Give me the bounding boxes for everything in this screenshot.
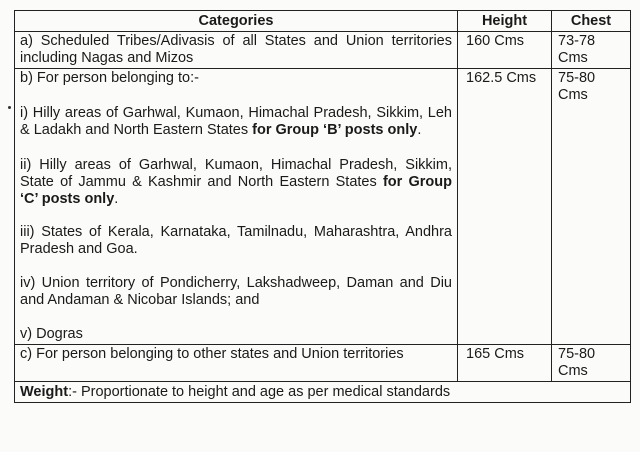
weight-note (15, 382, 631, 403)
row-a-chest: 73-78 Cms (552, 32, 631, 69)
header-height: Height (458, 11, 552, 32)
weight-row (15, 382, 631, 403)
row-b-chest: 75-80 Cms (552, 69, 631, 345)
weight-label: Weight (20, 384, 69, 400)
row-c-height: 165 Cms (458, 345, 552, 382)
row-b-item-iv: iv) Union territory of Pondicherry, Lakshadweep, Daman and Diu and Andaman & Nicobar Islands; and (20, 275, 452, 308)
row-b-height: 162.5 Cms (458, 69, 552, 345)
item-ii-end: . (114, 191, 119, 207)
header-categories: Categories (15, 11, 458, 32)
header-chest: Chest (552, 11, 631, 32)
row-c-chest: 75-80 Cms (552, 345, 631, 382)
row-b-item-ii (20, 157, 452, 208)
stray-mark (8, 106, 11, 109)
row-b-item-v: v) Dogras (20, 326, 83, 342)
table-row (15, 32, 631, 69)
row-c-category: c) For person belonging to other states and Union territories (15, 345, 458, 382)
item-i-text: i) Hilly areas of Garhwal, Kumaon, Himachal Pradesh, Sikkim, Leh & Ladakh and North Eastern States (20, 105, 452, 138)
row-b-category (15, 69, 458, 345)
row-b-item-iii: iii) States of Kerala, Karnataka, Tamilnadu, Maharashtra, Andhra Pradesh and Goa. (20, 224, 452, 257)
weight-text: :- Proportionate to height and age as per medical standards (68, 384, 451, 400)
row-a-category: a) Scheduled Tribes/Adivasis of all States and Union territories including Nagas and Mizos (15, 32, 458, 69)
row-b-item-i (20, 105, 452, 139)
item-ii-bold: for Group ‘C’ posts only (20, 174, 452, 207)
table-row (15, 69, 631, 345)
header-row (15, 11, 631, 32)
item-i-end: . (417, 122, 422, 138)
table-row (15, 345, 631, 382)
item-ii-text: ii) Hilly areas of Garhwal, Kumaon, Himachal Pradesh, Sikkim, State of Jammu & Kashmir and North Eastern States (20, 157, 452, 190)
item-i-bold: for Group ‘B’ posts only (252, 122, 418, 138)
row-b-intro: b) For person belonging to:- (20, 70, 199, 86)
physical-standards-table (14, 10, 631, 403)
row-a-height: 160 Cms (458, 32, 552, 69)
